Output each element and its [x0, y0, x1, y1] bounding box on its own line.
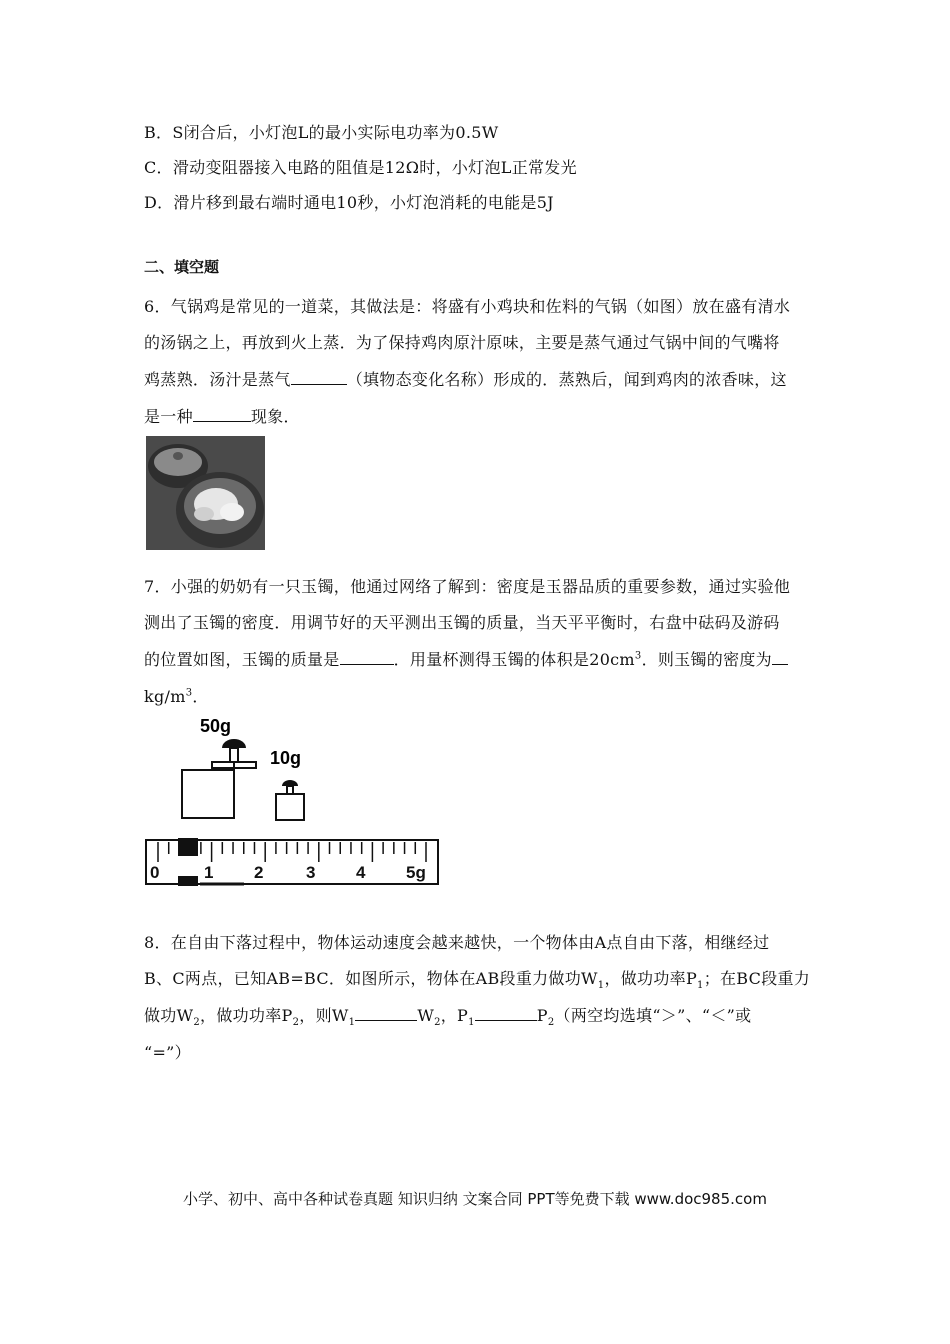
- q8-sub: 1: [468, 1017, 475, 1029]
- page-footer: 小学、初中、高中各种试卷真题 知识归纳 文案合同 PPT等免费下载 www.doc985.com: [183, 1190, 767, 1208]
- q8-sub: 2: [547, 1017, 555, 1029]
- q8-line2-c: ；在BC段重力: [703, 969, 811, 988]
- q8-blank-2: [475, 1006, 537, 1021]
- weight-10g-label: 10g: [270, 748, 302, 768]
- q7-line2: 测出了玉镯的密度．用调节好的天平测出玉镯的质量，当天平平衡时，右盘中砝码及游码: [144, 613, 780, 632]
- q6-line2: 的汤锅之上，再放到火上蒸．为了保持鸡肉原汁原味，主要是蒸气通过气锅中间的气嘴将: [144, 333, 780, 352]
- q8-line2-a: B、C两点，已知AB=BC．如图所示，物体在AB段重力做功W: [144, 969, 598, 988]
- scale-label-1: 1: [204, 863, 214, 882]
- option-b: B．S闭合后，小灯泡L的最小实际电功率为0.5W: [144, 123, 499, 142]
- option-d: D．滑片移到最右端时通电10秒，小灯泡消耗的电能是5J: [144, 193, 554, 212]
- scale-label-3: 3: [306, 863, 316, 882]
- q8-line2: [144, 966, 810, 991]
- q7-unit: kg/m: [144, 687, 186, 706]
- q8-sub: 2: [193, 1017, 201, 1029]
- q8-line3-f: P: [536, 1006, 548, 1025]
- scale-label-0: 0: [150, 863, 160, 882]
- q8-sub: 2: [292, 1017, 300, 1029]
- q7-line3-c: ．则玉镯的密度为: [641, 650, 772, 669]
- q8-line2-b: ，做功功率P: [604, 969, 698, 988]
- q8-line3-g: （两空均选填“＞”、“＜”或: [554, 1006, 752, 1025]
- q7-line4-end: ．: [192, 687, 209, 706]
- weight-50g-label: 50g: [200, 716, 232, 736]
- q6-line1: 6．气锅鸡是常见的一道菜，其做法是：将盛有小鸡块和佐料的气锅（如图）放在盛有清水: [144, 297, 791, 316]
- q6-blank-1: [291, 370, 347, 385]
- option-c: C．滑动变阻器接入电路的阻值是12Ω时，小灯泡L正常发光: [144, 158, 577, 177]
- q7-blank-1: [340, 650, 394, 665]
- scale-label-5g: 5g: [406, 863, 426, 882]
- q7-line3-b: ．用量杯测得玉镯的体积是20cm: [393, 650, 635, 669]
- q7-line3-a: 的位置如图，玉镯的质量是: [144, 650, 340, 669]
- balance-weights-figure: [144, 712, 444, 892]
- q8-line3-a: 做功W: [144, 1006, 194, 1025]
- section-title: 二、填空题: [144, 258, 220, 276]
- q6-line4-a: 是一种: [144, 407, 193, 426]
- q8-line4: “=”）: [144, 1043, 191, 1062]
- q7-line1: 7．小强的奶奶有一只玉镯，他通过网络了解到：密度是玉器品质的重要参数，通过实验他: [144, 577, 791, 596]
- q6-blank-2: [193, 407, 251, 422]
- scale-label-4: 4: [356, 863, 366, 882]
- q8-blank-1: [355, 1006, 417, 1021]
- q8-sub: 2: [434, 1017, 441, 1029]
- q6-line3-b: （填物态变化名称）形成的．蒸熟后，闻到鸡肉的浓香味，这: [346, 370, 787, 389]
- q8-sub: 1: [597, 980, 605, 992]
- q8-line3-e: ，P: [440, 1006, 469, 1025]
- q8-line1: 8．在自由下落过程中，物体运动速度会越来越快，一个物体由A点自由下落，相继经过: [144, 933, 770, 952]
- weight-10g: [276, 794, 304, 820]
- q8-sub: 1: [697, 980, 704, 992]
- rider-bottom: [178, 876, 198, 886]
- scale-label-2: 2: [254, 863, 264, 882]
- q6-line4-b: 现象．: [250, 407, 300, 426]
- q7-superscript-1: 3: [634, 650, 642, 662]
- q8-line3-c: ，则W: [299, 1006, 349, 1025]
- q7-line3: [144, 647, 788, 670]
- q7-line4: [144, 684, 209, 707]
- q8-sub: 1: [348, 1017, 356, 1029]
- steam-pot-photo: [146, 436, 265, 550]
- rider-top: [178, 838, 198, 856]
- q6-line3: [144, 367, 787, 390]
- q8-line3-b: ，做功功率P: [200, 1006, 293, 1025]
- q8-line3: [144, 1003, 751, 1028]
- q7-blank-2: [772, 650, 788, 665]
- q6-line3-a: 鸡蒸熟．汤汁是蒸气: [144, 370, 291, 389]
- q6-line4: [144, 404, 300, 427]
- weight-50g: [182, 770, 234, 818]
- q8-line3-d: W: [417, 1006, 435, 1025]
- q7-superscript-2: 3: [185, 687, 193, 699]
